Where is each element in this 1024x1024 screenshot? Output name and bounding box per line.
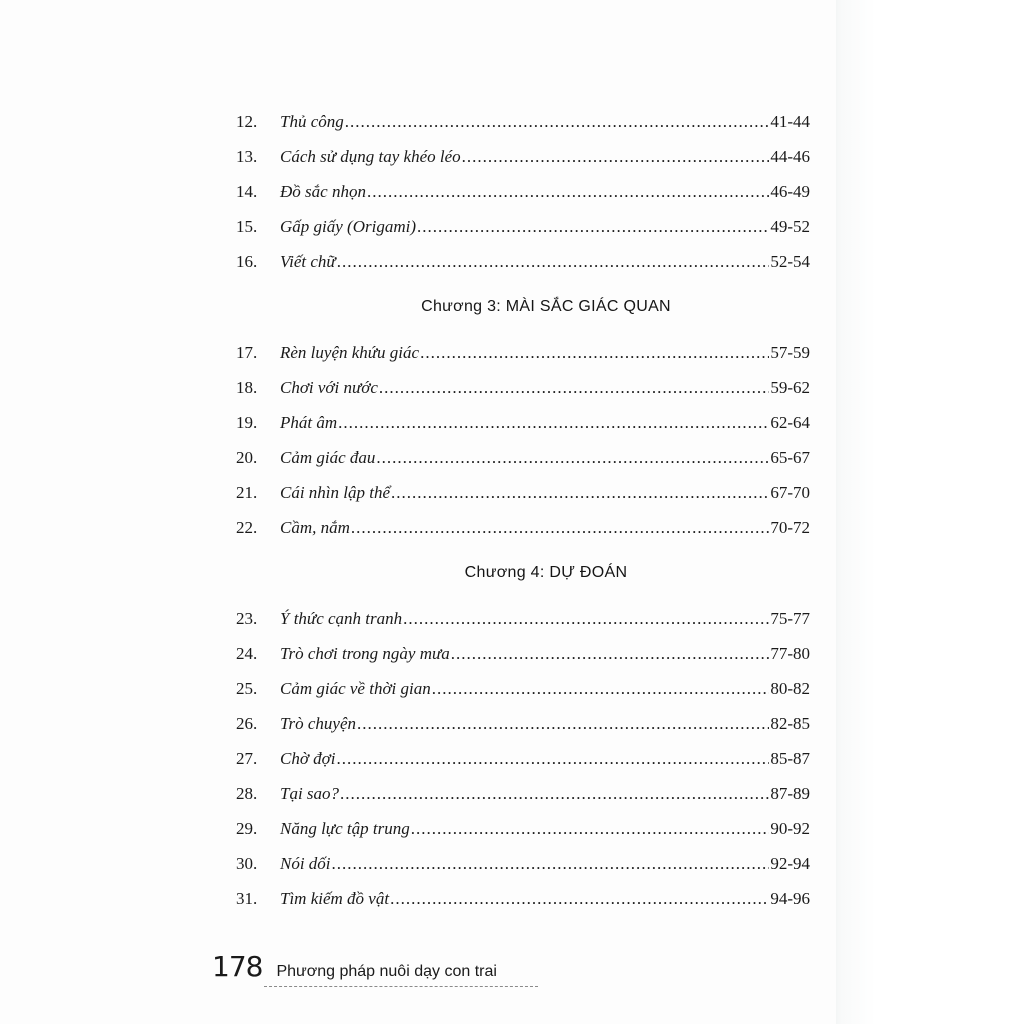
dot-leader <box>376 440 769 475</box>
chapter-heading: Chương 4: DỰ ĐOÁN <box>464 564 628 581</box>
dot-leader <box>432 671 770 706</box>
entry-number: 12. <box>236 112 258 131</box>
entry-pages: 87-89 <box>770 784 810 803</box>
toc-entry <box>236 811 810 846</box>
dot-leader <box>390 881 769 916</box>
entry-pages: 41-44 <box>770 112 810 131</box>
entry-title: Chờ đợi <box>280 749 336 768</box>
toc-entry <box>236 209 810 244</box>
entry-pages: 70-72 <box>770 518 810 537</box>
dot-leader <box>357 706 769 741</box>
footer-dashed-rule <box>264 986 538 987</box>
entry-number: 15. <box>236 217 258 236</box>
dot-leader <box>379 370 769 405</box>
entry-number: 16. <box>236 252 258 271</box>
entry-title: Phát âm <box>280 413 338 432</box>
entry-pages: 85-87 <box>770 749 810 768</box>
page-footer <box>212 950 497 983</box>
entry-number: 30. <box>236 854 258 873</box>
entry-number: 24. <box>236 644 258 663</box>
entry-title: Chơi với nước <box>280 378 378 397</box>
dot-leader <box>336 741 769 776</box>
entry-title: Gấp giấy (Origami) <box>280 217 416 236</box>
page-edge-margin <box>836 0 1024 1024</box>
entry-title: Thủ công <box>280 112 344 131</box>
entry-title: Cái nhìn lập thể <box>280 483 391 502</box>
entry-title: Cách sử dụng tay khéo léo <box>280 147 461 166</box>
dot-leader <box>332 846 770 881</box>
entry-pages: 90-92 <box>770 819 810 838</box>
toc-entry <box>236 139 810 174</box>
toc-entry <box>236 741 810 776</box>
toc-entry <box>236 370 810 405</box>
entry-pages: 82-85 <box>770 714 810 733</box>
entry-number: 17. <box>236 343 258 362</box>
toc-entry <box>236 671 810 706</box>
toc-entry <box>236 174 810 209</box>
dot-leader <box>391 475 769 510</box>
toc-entry <box>236 405 810 440</box>
entry-title: Cảm giác đau <box>280 448 376 467</box>
entry-pages: 94-96 <box>770 889 810 908</box>
entry-pages: 80-82 <box>770 679 810 698</box>
page-number: 178 <box>212 950 263 983</box>
dot-leader <box>451 636 770 671</box>
entry-pages: 59-62 <box>770 378 810 397</box>
toc-entry <box>236 846 810 881</box>
entry-title: Nói dối <box>280 854 331 873</box>
toc-entry <box>236 510 810 545</box>
entry-pages: 46-49 <box>770 182 810 201</box>
entry-number: 29. <box>236 819 258 838</box>
toc-entry <box>236 601 810 636</box>
entry-number: 22. <box>236 518 258 537</box>
dot-leader <box>403 601 769 636</box>
entry-pages: 67-70 <box>770 483 810 502</box>
toc-entry <box>236 440 810 475</box>
book-title: Phương pháp nuôi dạy con trai <box>276 963 497 980</box>
dot-leader <box>462 139 770 174</box>
entry-title: Trò chuyện <box>280 714 357 733</box>
dot-leader <box>420 335 769 370</box>
entry-title: Năng lực tập trung <box>280 819 410 838</box>
entry-number: 20. <box>236 448 258 467</box>
toc-entry <box>236 706 810 741</box>
entry-title: Viết chữ <box>280 252 336 271</box>
entry-title: Đồ sắc nhọn <box>280 182 366 201</box>
dot-leader <box>337 244 770 279</box>
entry-number: 13. <box>236 147 258 166</box>
entry-number: 27. <box>236 749 258 768</box>
dot-leader <box>351 510 769 545</box>
toc-entry <box>236 335 810 370</box>
dot-leader <box>417 209 769 244</box>
entry-number: 31. <box>236 889 258 908</box>
dot-leader <box>340 776 769 811</box>
toc-entry <box>236 636 810 671</box>
entry-number: 28. <box>236 784 258 803</box>
entry-pages: 52-54 <box>770 252 810 271</box>
entry-number: 18. <box>236 378 258 397</box>
entry-number: 21. <box>236 483 258 502</box>
dot-leader <box>411 811 770 846</box>
entry-number: 14. <box>236 182 258 201</box>
entry-pages: 49-52 <box>770 217 810 236</box>
entry-title: Tìm kiếm đồ vật <box>280 889 390 908</box>
chapter-heading: Chương 3: MÀI SẮC GIÁC QUAN <box>421 298 671 315</box>
toc-entry <box>236 776 810 811</box>
toc-entry <box>236 104 810 139</box>
dot-leader <box>338 405 769 440</box>
entry-pages: 57-59 <box>770 343 810 362</box>
toc-entry <box>236 244 810 279</box>
entry-number: 26. <box>236 714 258 733</box>
dot-leader <box>367 174 769 209</box>
entry-pages: 92-94 <box>770 854 810 873</box>
entry-pages: 65-67 <box>770 448 810 467</box>
entry-number: 23. <box>236 609 258 628</box>
entry-number: 25. <box>236 679 258 698</box>
entry-pages: 44-46 <box>770 147 810 166</box>
entry-title: Tại sao? <box>280 784 340 803</box>
entry-title: Ý thức cạnh tranh <box>280 609 403 628</box>
toc-entry <box>236 881 810 916</box>
dot-leader <box>345 104 770 139</box>
toc-entry <box>236 475 810 510</box>
entry-pages: 77-80 <box>770 644 810 663</box>
entry-title: Cảm giác về thời gian <box>280 679 431 698</box>
entry-pages: 75-77 <box>770 609 810 628</box>
entry-pages: 62-64 <box>770 413 810 432</box>
entry-number: 19. <box>236 413 258 432</box>
table-of-contents <box>236 104 810 916</box>
entry-title: Trò chơi trong ngày mưa <box>280 644 450 663</box>
entry-title: Rèn luyện khứu giác <box>280 343 420 362</box>
entry-title: Cầm, nắm <box>280 518 350 537</box>
